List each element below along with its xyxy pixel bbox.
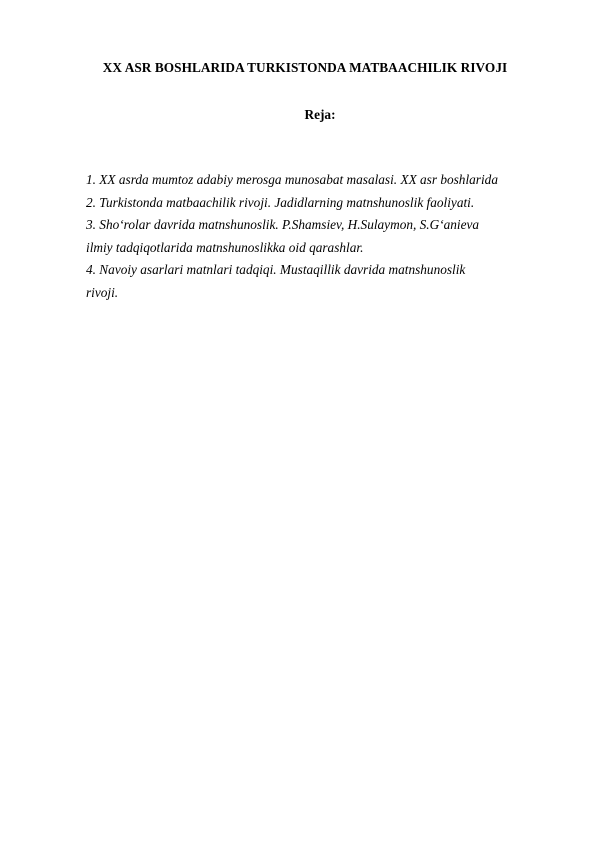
plan-heading: Reja: — [304, 107, 336, 122]
document-title: XX ASR BOSHLARIDA TURKISTONDA MATBAACHILIK RIVOJI — [102, 60, 508, 75]
plan-line-4: 4. Navoiy asarlari matnlari tadqiqi. Mustaqillik davrida matnshunoslik — [86, 262, 466, 277]
plan-line-3: 3. Sho‘rolar davrida matnshunoslik. P.Shamsiev, H.Sulaymon, S.G‘anieva — [86, 217, 480, 232]
plan-list — [86, 169, 566, 304]
plan-line-4-continued: rivoji. — [86, 284, 119, 300]
plan-line-1: 1. XX asrda mumtoz adabiy merosga munosabat masalasi. XX asr boshlarida — [86, 172, 498, 187]
plan-line-3-continued: ilmiy tadqiqotlarida matnshunoslikka oid qarashlar. — [86, 239, 364, 255]
plan-line-2: 2. Turkistonda matbaachilik rivoji. Jadidlarning matnshunoslik faoliyati. — [86, 194, 475, 210]
